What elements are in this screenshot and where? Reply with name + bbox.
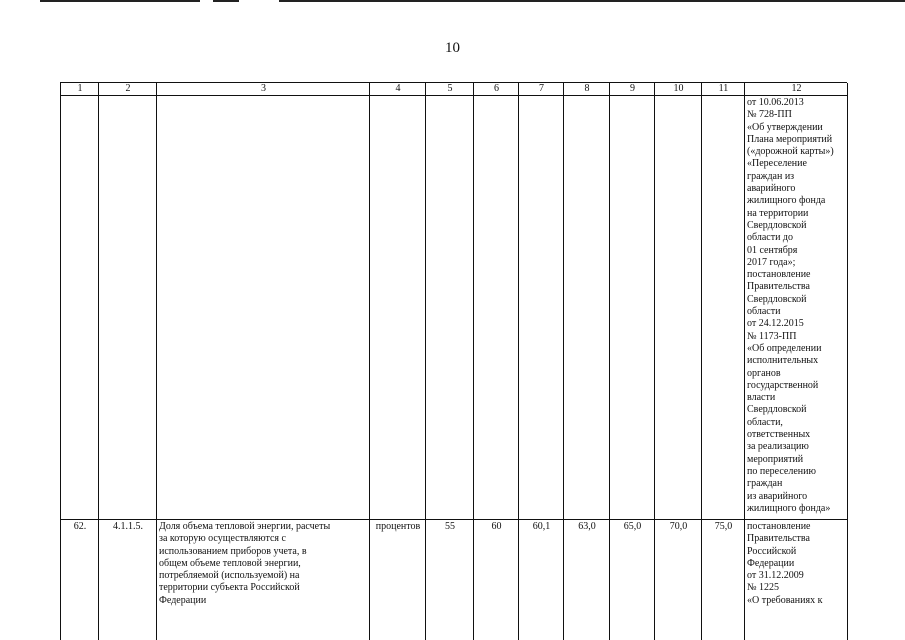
row62-number: 62. — [73, 521, 87, 532]
header-col-7: 7 — [539, 83, 544, 94]
column-5 — [426, 83, 474, 640]
header-col-2: 2 — [125, 83, 131, 94]
column-11 — [702, 83, 745, 640]
scan-top-edge — [0, 0, 905, 2]
row62-code: 4.1.1.5. — [113, 521, 143, 532]
continued-row-col12: от 10.06.2013 № 728-ПП «Об утверждении Плана мероприятий («дорожной карты») «Переселение граждан из аварийного жилищного фонда на территории Свердловской области до 01 сентября 2017 года»; постановление Правительства Свердловской области от 24.12.2015 № 1173-ПП «Об определении исполнительных органов государственной власти Свердловской области, ответственных за реализацию мероприятий по переселению граждан из аварийного жилищного фонда» — [747, 97, 834, 514]
row62-col12: постановление Правительства Российской Федерации от 31.12.2009 № 1225 «О требованиях к — [747, 521, 823, 606]
row-divider — [61, 519, 847, 520]
header-col-1: 1 — [77, 83, 83, 94]
column-10 — [655, 83, 702, 640]
row62-unit: процентов — [375, 521, 421, 532]
row62-indicator: Доля объема тепловой энергии, расчеты за которую осуществляются с использованием приборов учета, в общем объеме тепловой энергии, потребляемой (используемой) на территории субъекта Российской Федерации — [159, 521, 331, 606]
data-table — [60, 82, 847, 640]
header-col-12: 12 — [791, 83, 802, 94]
column-7 — [519, 83, 564, 640]
header-col-4: 4 — [395, 83, 401, 94]
row62-col11: 75,0 — [714, 521, 733, 532]
row62-col5: 55 — [445, 521, 455, 532]
row62-col6: 60 — [491, 521, 502, 532]
row62-col8: 63,0 — [578, 521, 596, 532]
header-col-10: 10 — [673, 83, 684, 94]
column-4 — [370, 83, 426, 640]
page-number: 10 — [445, 40, 460, 56]
header-col-6: 6 — [494, 83, 499, 94]
header-col-11: 11 — [718, 83, 729, 94]
row62-col10: 70,0 — [669, 521, 688, 532]
row62-col9: 65,0 — [623, 521, 642, 532]
row62-col7: 60,1 — [532, 521, 551, 532]
column-2 — [99, 83, 157, 640]
header-divider — [61, 95, 847, 96]
header-col-8: 8 — [584, 83, 590, 94]
column-1 — [61, 83, 99, 640]
header-col-5: 5 — [447, 83, 453, 94]
column-9 — [610, 83, 655, 640]
header-col-3: 3 — [261, 83, 266, 94]
header-col-9: 9 — [630, 83, 635, 94]
column-8 — [564, 83, 610, 640]
column-6 — [474, 83, 519, 640]
